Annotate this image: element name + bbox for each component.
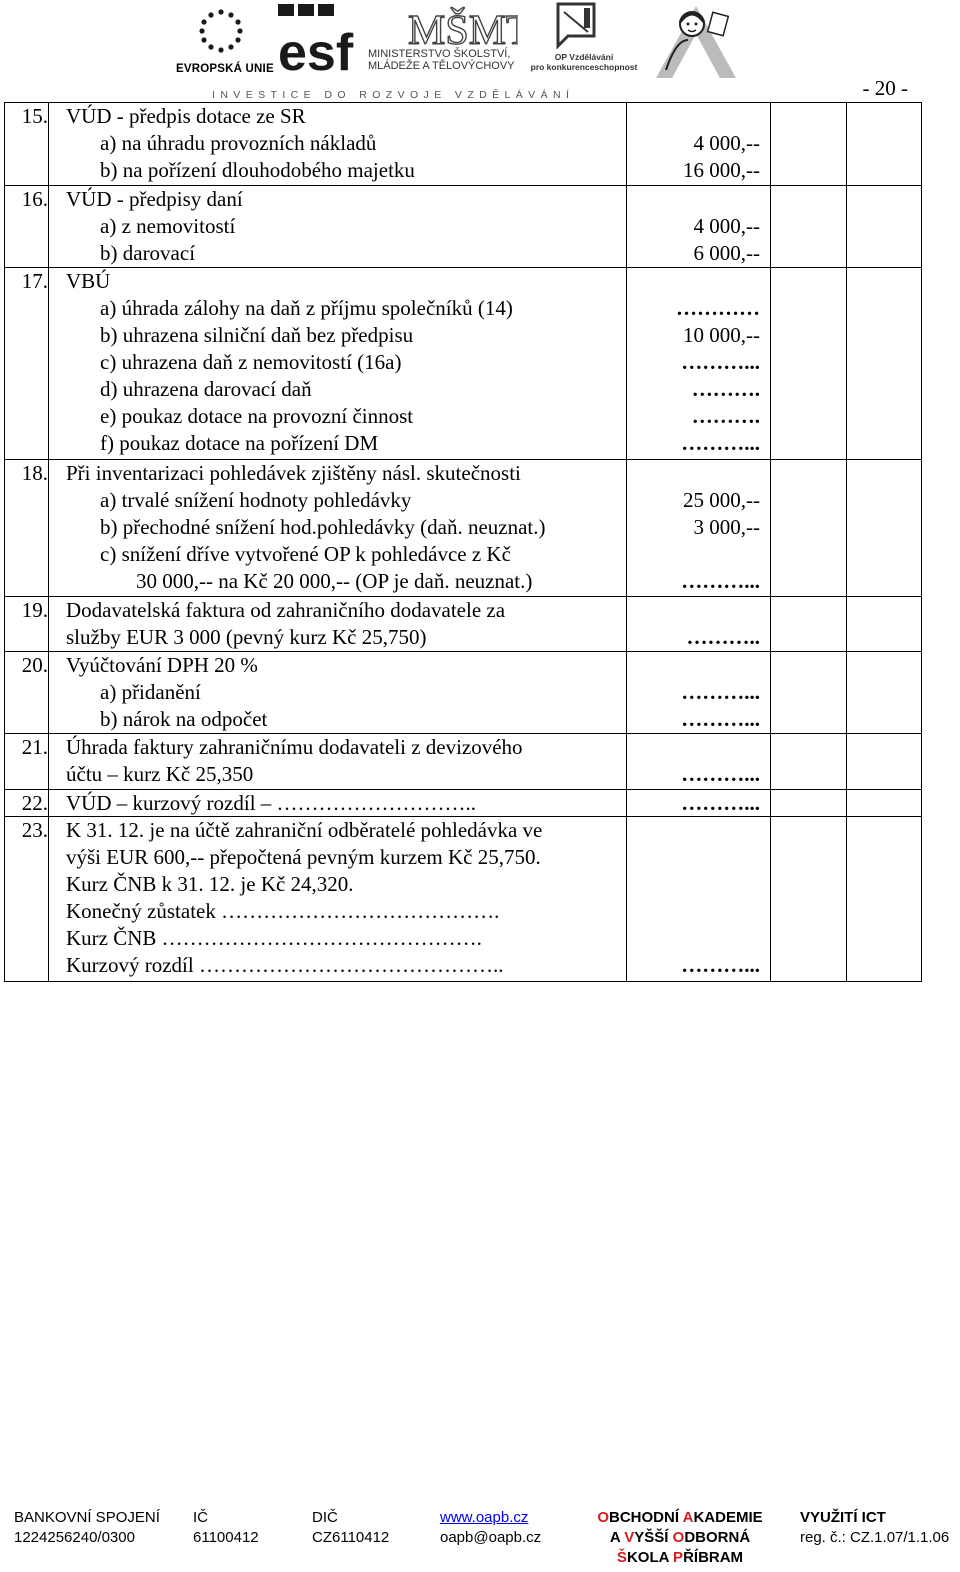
task-item-label: d) uhrazena darovací daň xyxy=(100,377,312,401)
op-line1: OP Vzdělávání xyxy=(554,52,614,62)
row-divider xyxy=(4,267,922,268)
task-number: 15. xyxy=(21,104,48,128)
website-link[interactable]: www.oapb.cz xyxy=(440,1509,529,1526)
task-text-line: VÚD – kurzový rozdíl – ……………………….. xyxy=(66,791,477,815)
task-item-amount: ………. xyxy=(691,404,760,428)
bank-label: BANKOVNÍ SPOJENÍ xyxy=(14,1509,160,1526)
dic-value: CZ6110412 xyxy=(312,1529,390,1546)
task-number: 23. xyxy=(21,818,48,842)
task-item-amount: 10 000,-- xyxy=(683,323,760,347)
dic-label: DIČ xyxy=(312,1509,338,1526)
column-divider xyxy=(770,102,771,982)
task-title: VÚD - předpisy daní xyxy=(66,187,243,211)
task-amount: ………... xyxy=(681,762,760,786)
mascot-icon xyxy=(636,0,756,80)
footer-school-name xyxy=(592,1508,768,1568)
op-line2: pro konkurenceschopnost xyxy=(530,62,638,72)
task-number: 17. xyxy=(21,269,48,293)
table-border xyxy=(4,102,5,982)
task-amount: ……….. xyxy=(686,625,760,649)
task-item-label: e) poukaz dotace na provozní činnost xyxy=(100,404,414,428)
ministry-line1: MINISTERSTVO ŠKOLSTVÍ, xyxy=(368,48,511,60)
task-item-label: b) přechodné snížení hod.pohledávky (daň. neuznat.) xyxy=(100,515,546,539)
footer-ic xyxy=(193,1508,259,1548)
school-mascot-logo xyxy=(636,0,756,80)
task-item-amount: 6 000,-- xyxy=(693,241,760,265)
footer-contact xyxy=(440,1508,541,1548)
task-item-label: b) darovací xyxy=(100,241,196,265)
esf-label: esf xyxy=(278,24,354,80)
school-line-2: A VYŠŠÍ ODBORNÁ xyxy=(609,1529,751,1546)
email-address: oapb@oapb.cz xyxy=(440,1529,542,1546)
task-item-amount: ………... xyxy=(681,680,760,704)
task-item-label: a) z nemovitostí xyxy=(100,214,236,238)
task-item-label: a) trvalé snížení hodnoty pohledávky xyxy=(100,488,412,512)
ict-label: VYUŽITÍ ICT xyxy=(800,1509,886,1526)
task-item-label: a) přidanění xyxy=(100,680,201,704)
footer-ict xyxy=(800,1508,949,1548)
accounting-tasks-table xyxy=(4,102,922,982)
eu-stars-icon xyxy=(184,4,258,58)
task-text-line: Kurzový rozdíl …………………………………….. xyxy=(66,953,504,977)
task-text-line: Kurz ČNB k 31. 12. je Kč 24,320. xyxy=(66,872,354,896)
task-text-line: Dodavatelská faktura od zahraničního dodavatele za xyxy=(66,598,506,622)
registration-number: reg. č.: CZ.1.07/1.1.06 xyxy=(800,1529,950,1546)
op-logo xyxy=(528,0,638,80)
task-item-amount: ………. xyxy=(691,377,760,401)
school-line-3: ŠKOLA PŘÍBRAM xyxy=(616,1549,744,1566)
task-item-amount: 16 000,-- xyxy=(683,158,760,182)
task-item-label: b) nárok na odpočet xyxy=(100,707,268,731)
task-item-amount: ………... xyxy=(681,569,760,593)
task-title: VÚD - předpis dotace ze SR xyxy=(66,104,306,128)
task-text-line: Úhrada faktury zahraničnímu dodavateli z devizového xyxy=(66,735,523,759)
page-number: - 20 - xyxy=(862,76,908,100)
task-item-amount: ………... xyxy=(681,707,760,731)
page-footer xyxy=(0,1508,960,1572)
task-item-amount: ………... xyxy=(681,350,760,374)
task-item-label: 30 000,-- na Kč 20 000,-- (OP je daň. neuznat.) xyxy=(136,569,533,593)
task-item-amount: 4 000,-- xyxy=(693,214,760,238)
task-item-amount: ………… xyxy=(676,296,760,320)
task-number: 21. xyxy=(21,735,48,759)
task-item-amount: ………... xyxy=(681,431,760,455)
task-title: Při inventarizaci pohledávek zjištěny násl. skutečnosti xyxy=(66,461,521,485)
task-item-amount: 25 000,-- xyxy=(683,488,760,512)
column-divider xyxy=(846,102,847,982)
task-title: VBÚ xyxy=(66,269,111,293)
task-amount: ………... xyxy=(681,953,760,977)
msmt-label: MŠM xyxy=(408,8,507,48)
task-amount: ………... xyxy=(681,791,760,815)
task-item-amount: 4 000,-- xyxy=(693,131,760,155)
ic-label: IČ xyxy=(193,1509,208,1526)
task-item-label: c) uhrazena daň z nemovitostí (16a) xyxy=(100,350,402,374)
task-title: Vyúčtování DPH 20 % xyxy=(66,653,258,677)
task-text-line: služby EUR 3 000 (pevný kurz Kč 25,750) xyxy=(66,625,427,649)
row-divider xyxy=(4,981,922,982)
column-divider xyxy=(48,102,49,982)
school-line-1: OBCHODNÍ AKADEMIE xyxy=(597,1509,763,1526)
task-item-label: c) snížení dříve vytvořené OP k pohledávce z Kč xyxy=(100,542,511,566)
task-number: 19. xyxy=(21,598,48,622)
task-number: 16. xyxy=(21,187,48,211)
task-number: 20. xyxy=(21,653,48,677)
task-text-line: Konečný zůstatek …………………………………. xyxy=(66,899,500,923)
investment-slogan: INVESTICE DO ROZVOJE VZDĚLÁVÁNÍ xyxy=(212,89,575,101)
task-item-amount: 3 000,-- xyxy=(693,515,760,539)
header-logos xyxy=(176,0,756,88)
footer-dic xyxy=(312,1508,389,1548)
task-number: 22. xyxy=(21,791,48,815)
op-emblem-icon xyxy=(528,0,640,50)
task-number: 18. xyxy=(21,461,48,485)
task-text-line: Kurz ČNB ………………………………………. xyxy=(66,926,482,950)
footer-bank xyxy=(14,1508,160,1548)
esf-logo xyxy=(276,0,362,80)
ic-value: 61100412 xyxy=(193,1529,259,1546)
task-item-label: a) úhrada zálohy na daň z příjmu společníků (14) xyxy=(100,296,513,320)
task-item-label: a) na úhradu provozních nákladů xyxy=(100,131,377,155)
task-item-label: f) poukaz dotace na pořízení DM xyxy=(100,431,379,455)
eu-logo xyxy=(176,0,274,80)
task-item-label: b) na pořízení dlouhodobého majetku xyxy=(100,158,415,182)
bank-value: 1224256240/0300 xyxy=(14,1529,135,1546)
msmt-logo xyxy=(368,0,518,80)
task-text-line: účtu – kurz Kč 25,350 xyxy=(66,762,254,786)
ministry-line2: MLÁDEŽE A TĚLOVÝCHOVY xyxy=(368,60,515,72)
eu-label: EVROPSKÁ UNIE xyxy=(176,63,274,75)
task-item-label: b) uhrazena silniční daň bez předpisu xyxy=(100,323,414,347)
task-text-line: výši EUR 600,-- přepočtená pevným kurzem Kč 25,750. xyxy=(66,845,541,869)
task-text-line: K 31. 12. je na účtě zahraniční odběratelé pohledávka ve xyxy=(66,818,543,842)
column-divider xyxy=(626,102,627,982)
table-border xyxy=(921,102,922,982)
